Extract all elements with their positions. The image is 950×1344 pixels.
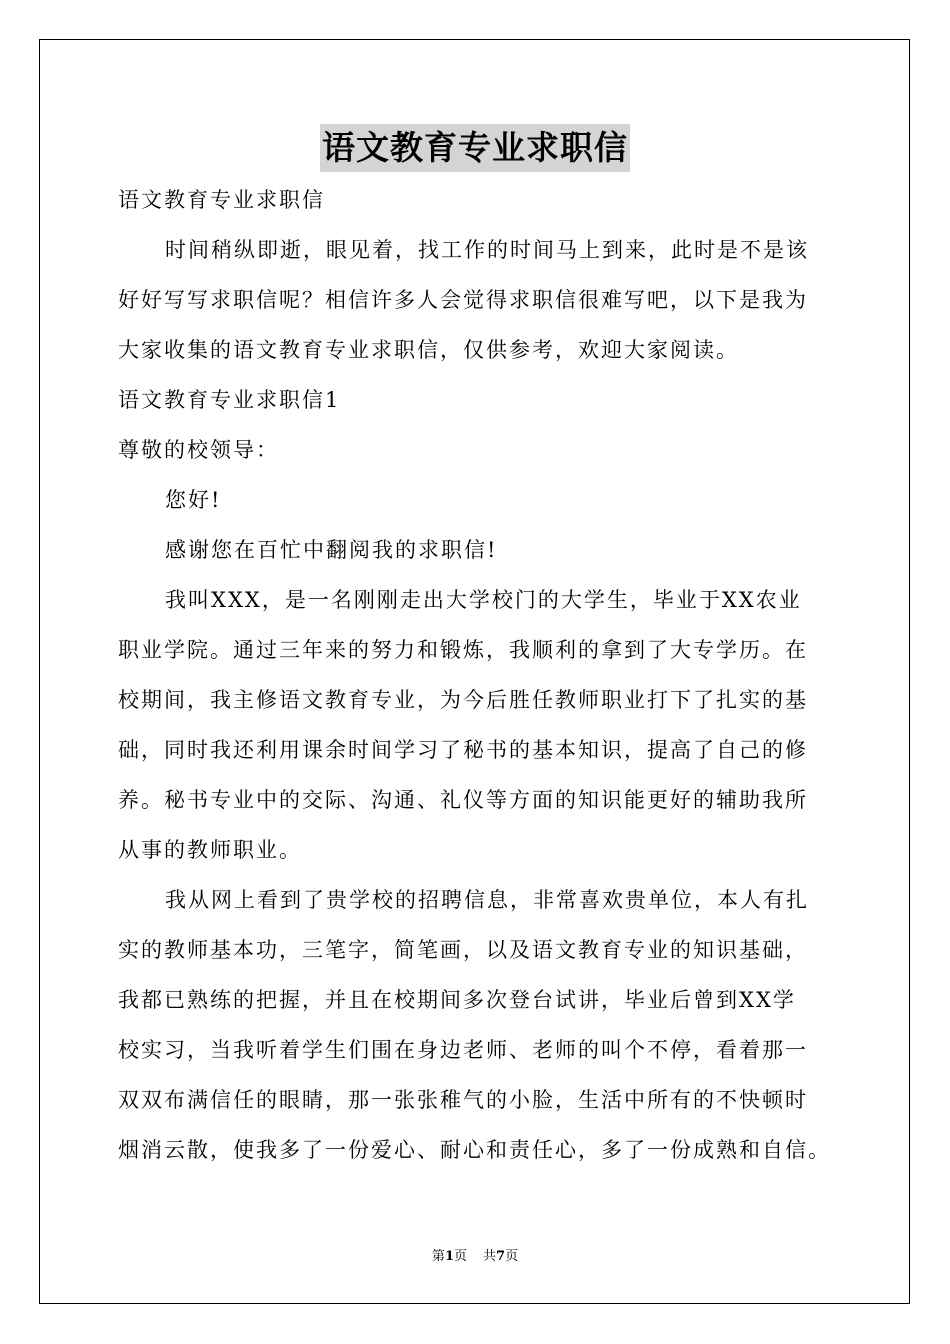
text-line: 础，同时我还利用课余时间学习了秘书的基本知识，提高了自己的修 [118, 738, 808, 762]
total-pages: 7 [496, 1249, 506, 1264]
text-line: 职业学院。通过三年来的努力和锻炼，我顺利的拿到了大专学历。在 [118, 638, 808, 662]
text-line: 语文教育专业求职信1 [118, 388, 341, 412]
text-line: 实的教师基本功，三笔字，简笔画，以及语文教育专业的知识基础， [118, 938, 808, 962]
text-line: 感谢您在百忙中翻阅我的求职信! [165, 538, 498, 562]
title-container [0, 124, 950, 172]
document-title: 语文教育专业求职信 [320, 124, 630, 172]
text-line: 养。秘书专业中的交际、沟通、礼仪等方面的知识能更好的辅助我所 [118, 788, 808, 812]
page-footer [0, 1248, 950, 1266]
document-body [118, 175, 853, 1175]
text-line: 我都已熟练的把握，并且在校期间多次登台试讲，毕业后曾到XX学 [118, 988, 796, 1012]
text-line: 从事的教师职业。 [118, 838, 302, 862]
text-line: 校实习，当我听着学生们围在身边老师、老师的叫个不停，看着那一 [118, 1038, 808, 1062]
text-line: 语文教育专业求职信 [118, 188, 325, 212]
page-suffix: 页 [453, 1249, 467, 1264]
total-suffix: 页 [505, 1249, 519, 1264]
text-line: 时间稍纵即逝，眼见着，找工作的时间马上到来，此时是不是该 [165, 238, 809, 262]
page-number: 1 [444, 1249, 454, 1264]
text-line: 烟消云散，使我多了一份爱心、耐心和责任心，多了一份成熟和自信。 [118, 1138, 831, 1162]
text-line: 双双布满信任的眼睛，那一张张稚气的小脸，生活中所有的不快顿时 [118, 1088, 808, 1112]
text-line: 您好! [165, 488, 222, 512]
total-prefix: 共 [483, 1249, 497, 1264]
text-line: 好好写写求职信呢？相信许多人会觉得求职信很难写吧，以下是我为 [118, 288, 808, 312]
text-line: 大家收集的语文教育专业求职信，仅供参考，欢迎大家阅读。 [118, 338, 739, 362]
text-line: 校期间，我主修语文教育专业，为今后胜任教师职业打下了扎实的基 [118, 688, 808, 712]
page-prefix: 第 [431, 1249, 445, 1264]
text-line: 我从网上看到了贵学校的招聘信息，非常喜欢贵单位，本人有扎 [165, 888, 809, 912]
text-line: 我叫XXX，是一名刚刚走出大学校门的大学生，毕业于XX农业 [165, 588, 802, 612]
text-line: 尊敬的校领导： [118, 438, 279, 462]
